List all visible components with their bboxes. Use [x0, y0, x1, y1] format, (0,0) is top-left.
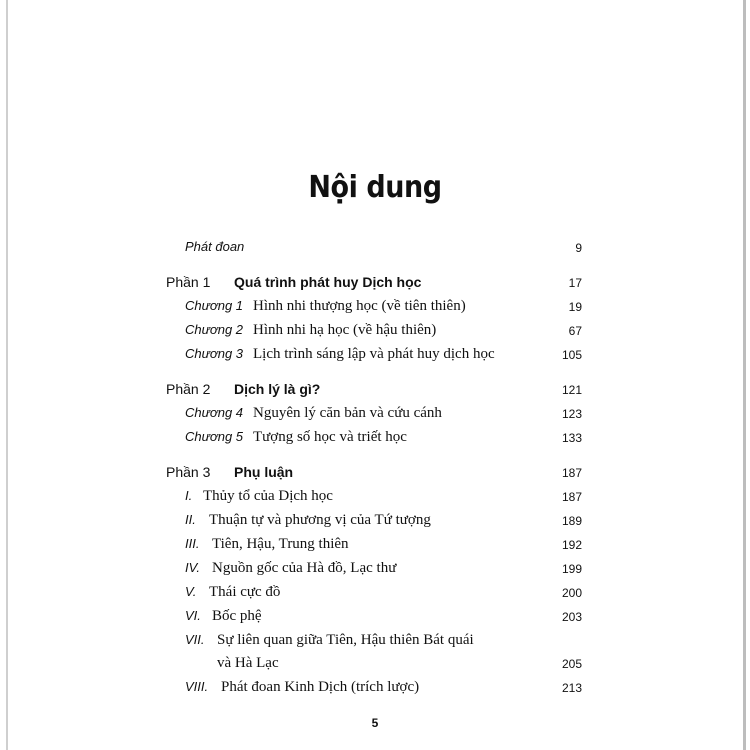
appendix-label: III. — [185, 536, 200, 551]
chapter-title: Nguyên lý căn bản và cứu cánh — [253, 405, 442, 421]
toc-appendix-2 — [0, 512, 750, 532]
entry-page: 9 — [575, 241, 582, 255]
appendix-label: VI. — [185, 608, 201, 623]
appendix-page: 205 — [561, 657, 582, 671]
chapter-title: Hình nhi hạ học (về hậu thiên) — [253, 322, 437, 338]
toc-part-3 — [0, 464, 750, 484]
toc-appendix-7 — [0, 632, 750, 652]
chapter-page: 19 — [568, 300, 582, 314]
toc-appendix-5 — [0, 584, 750, 604]
appendix-page: 187 — [561, 490, 582, 504]
appendix-label: VII. — [185, 632, 205, 647]
chapter-title: Lịch trình sáng lập và phát huy dịch học — [253, 346, 495, 362]
chapter-label: Chương 4 — [185, 405, 244, 420]
page-number: 5 — [371, 716, 379, 730]
chapter-title: Hình nhi thượng học (về tiên thiên) — [253, 298, 466, 314]
entry-label: Phát đoan — [185, 239, 245, 254]
toc-part-2 — [0, 381, 750, 401]
chapter-page: 123 — [561, 407, 582, 421]
appendix-title: Tiên, Hậu, Trung thiên — [212, 536, 349, 552]
appendix-label: II. — [185, 512, 196, 527]
part-label: Phần 2 — [166, 381, 211, 397]
toc-chapter-5 — [0, 429, 750, 449]
appendix-page: 199 — [561, 562, 582, 576]
appendix-title: Bốc phệ — [212, 608, 262, 624]
chapter-page: 67 — [568, 324, 582, 338]
chapter-page: 105 — [561, 348, 582, 362]
part-page: 187 — [561, 466, 582, 480]
toc-appendix-6 — [0, 608, 750, 628]
appendix-title: Nguồn gốc của Hà đồ, Lạc thư — [212, 560, 397, 576]
chapter-page: 133 — [561, 431, 582, 445]
appendix-title-continued: và Hà Lạc — [217, 655, 279, 671]
appendix-page: 213 — [561, 681, 582, 695]
appendix-page: 203 — [561, 610, 582, 624]
toc-appendix-1 — [0, 488, 750, 508]
appendix-page: 189 — [561, 514, 582, 528]
chapter-label: Chương 1 — [185, 298, 244, 313]
chapter-label: Chương 5 — [185, 429, 244, 444]
toc-appendix-4 — [0, 560, 750, 580]
appendix-label: V. — [185, 584, 197, 599]
part-label: Phần 3 — [166, 464, 211, 480]
part-title: Dịch lý là gì? — [234, 381, 321, 397]
toc-chapter-1 — [0, 298, 750, 318]
toc-appendix-3 — [0, 536, 750, 556]
appendix-title: Sự liên quan giữa Tiên, Hậu thiên Bát quái — [217, 632, 474, 648]
appendix-label: I. — [185, 488, 193, 503]
appendix-label: IV. — [185, 560, 200, 575]
part-label: Phần 1 — [166, 274, 211, 290]
chapter-label: Chương 3 — [185, 346, 244, 361]
toc-chapter-4 — [0, 405, 750, 425]
appendix-title: Thái cực đồ — [209, 584, 281, 600]
part-title: Phụ luận — [234, 464, 294, 480]
page-title: Nội dung — [308, 170, 442, 205]
toc-chapter-3 — [0, 346, 750, 366]
part-title: Quá trình phát huy Dịch học — [234, 274, 422, 290]
part-page: 121 — [561, 383, 582, 397]
part-page: 17 — [568, 276, 582, 290]
appendix-title: Phát đoan Kinh Dịch (trích lược) — [221, 679, 420, 695]
toc-entry-preface — [0, 239, 750, 259]
appendix-page: 200 — [561, 586, 582, 600]
chapter-label: Chương 2 — [185, 322, 244, 337]
toc-appendix-7-cont — [0, 655, 750, 675]
toc-part-1 — [0, 274, 750, 294]
appendix-title: Thuận tự và phương vị của Tứ tượng — [209, 512, 431, 528]
toc-appendix-8 — [0, 679, 750, 699]
chapter-title: Tượng số học và triết học — [253, 429, 407, 445]
appendix-label: VIII. — [185, 679, 209, 694]
appendix-title: Thủy tổ của Dịch học — [203, 488, 333, 504]
appendix-page: 192 — [561, 538, 582, 552]
toc-chapter-2 — [0, 322, 750, 342]
